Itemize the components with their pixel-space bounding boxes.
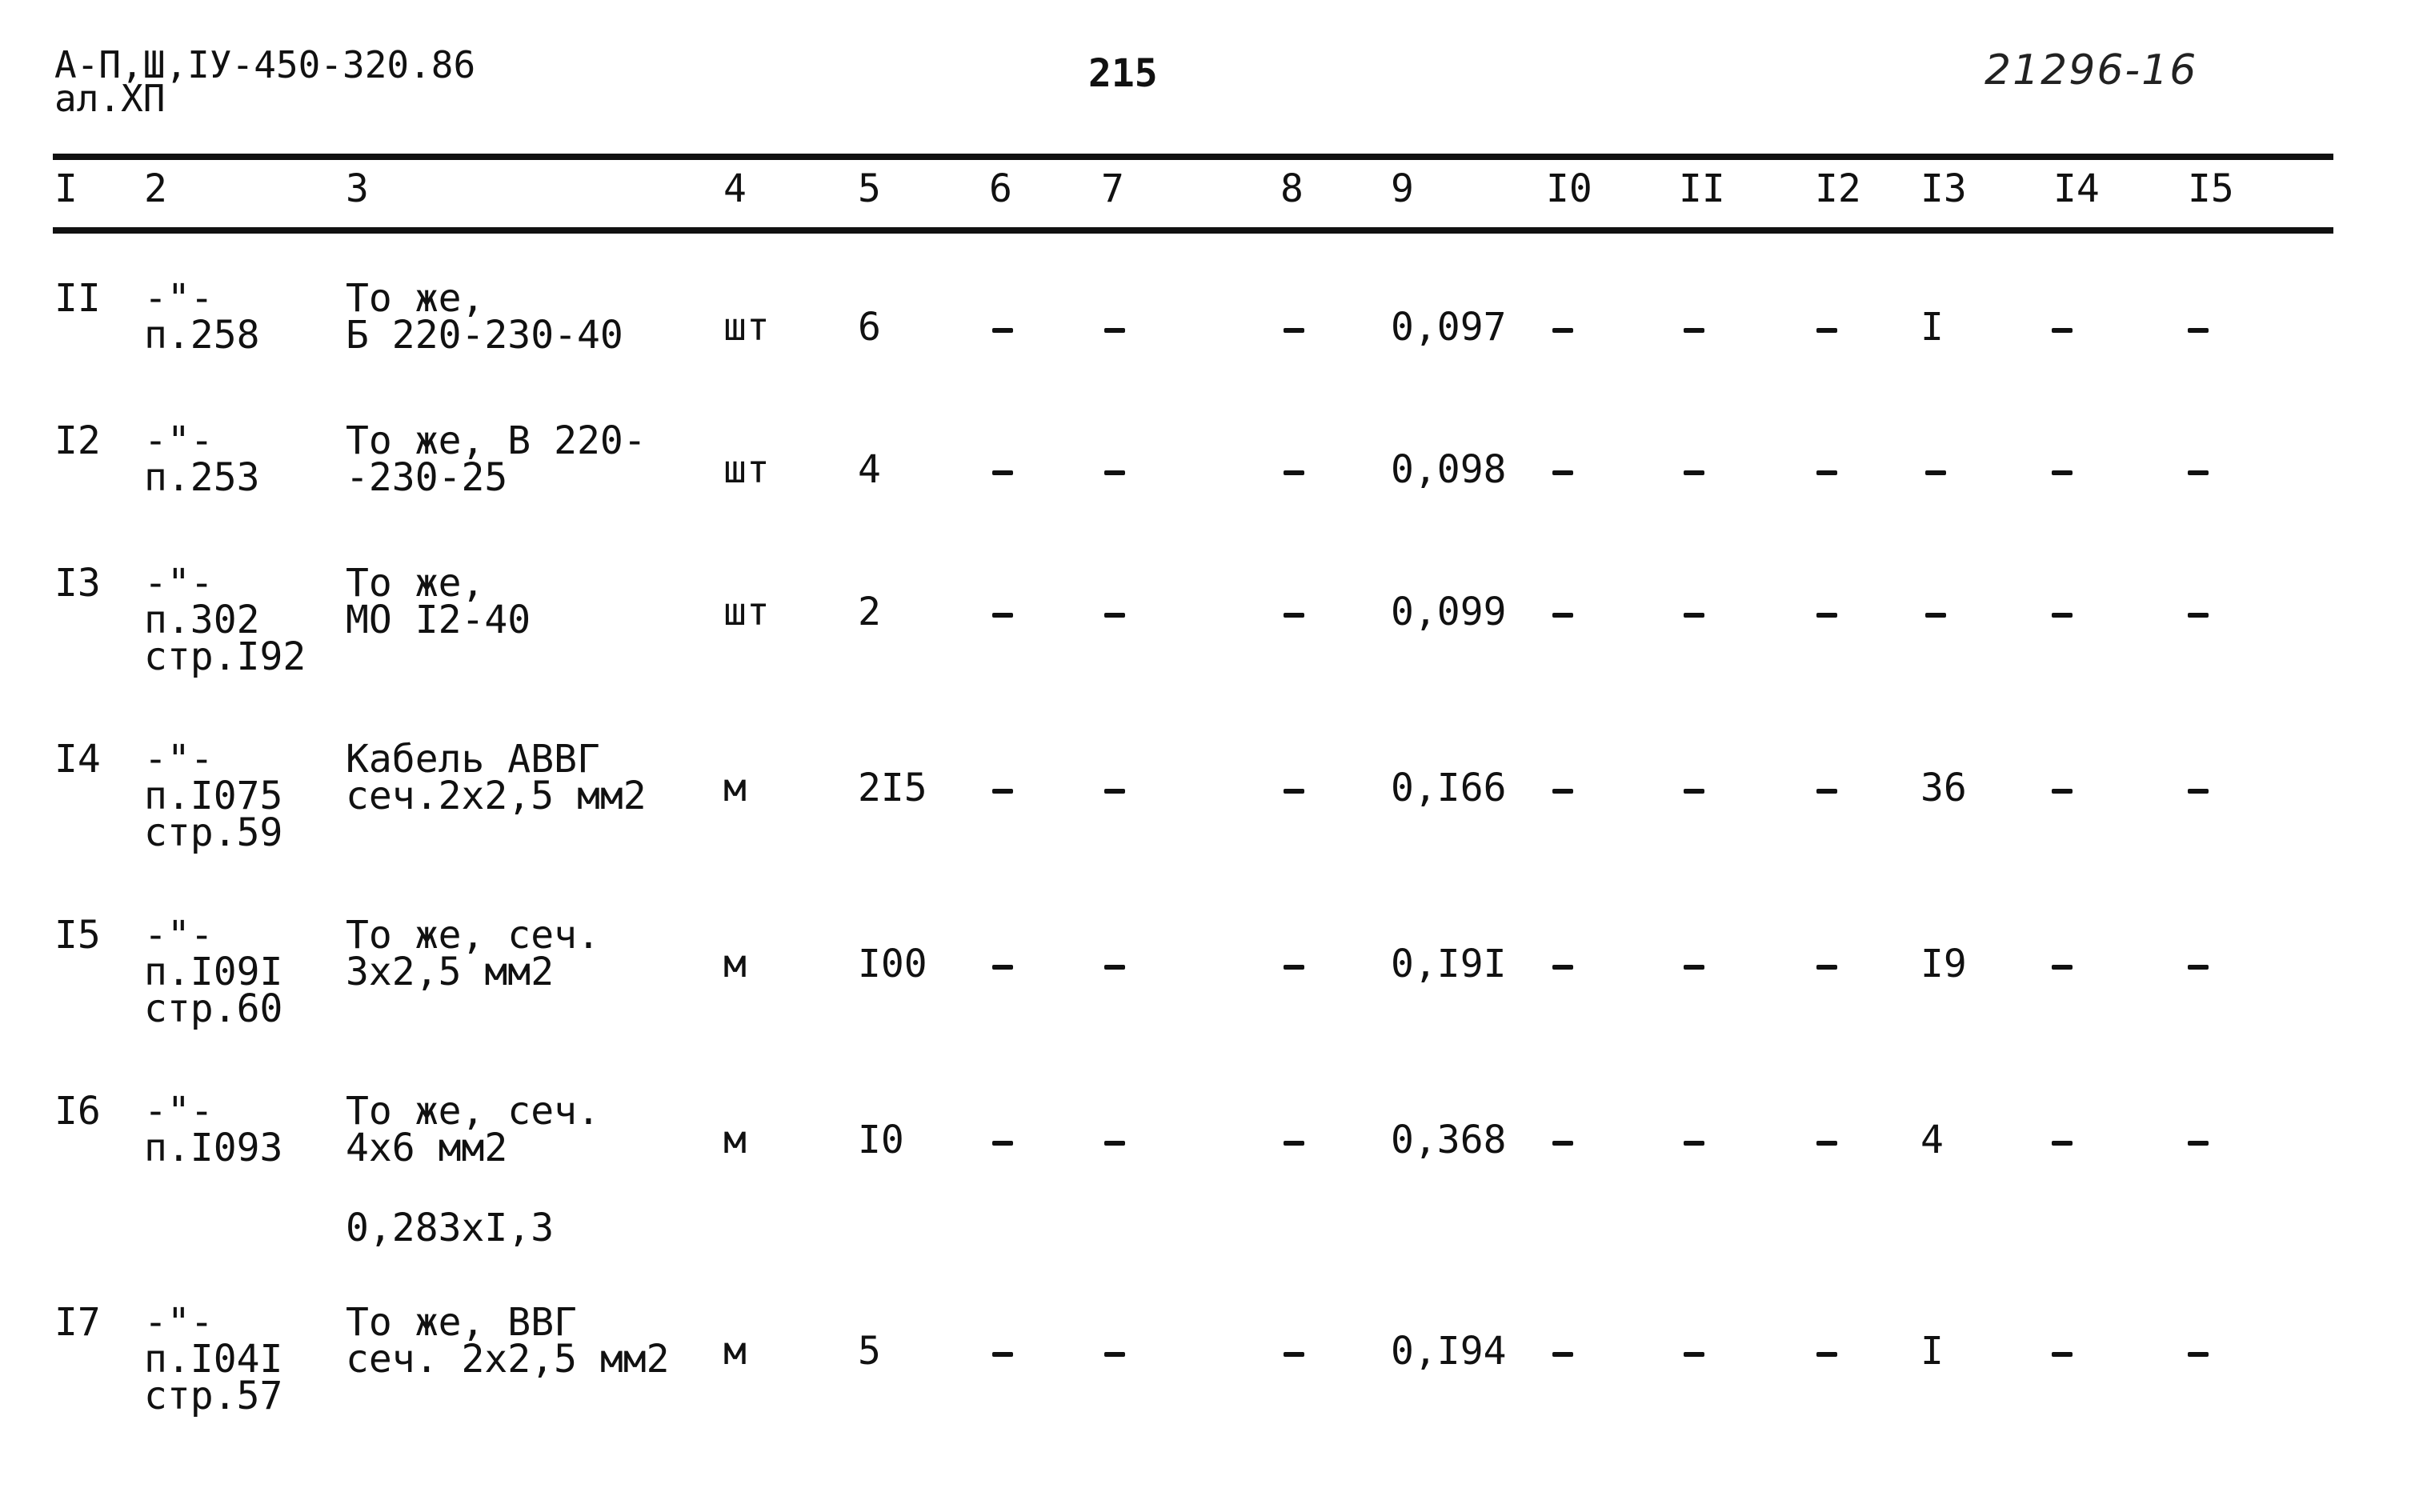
empty-cell-dash	[1104, 965, 1125, 970]
row-reference-line: п.I093	[144, 1126, 283, 1170]
row-number: I6	[54, 1089, 101, 1134]
column-header: I0	[1546, 166, 1592, 211]
row-description-line: То же, сеч.	[346, 913, 600, 958]
empty-cell-dash	[1284, 1352, 1304, 1357]
empty-cell-dash	[2052, 470, 2073, 475]
row-unit: м	[723, 1329, 747, 1374]
row-reference-line: -"-	[144, 418, 214, 463]
row-reference-line: стр.60	[144, 986, 283, 1031]
empty-cell-dash	[992, 470, 1013, 475]
empty-cell-dash	[1284, 789, 1304, 794]
album-code: ал.ХП	[54, 77, 166, 120]
row-reference-line: -"-	[144, 913, 214, 958]
table-top-rule	[53, 154, 2333, 160]
empty-cell-dash	[992, 328, 1013, 333]
row-reference-line: -"-	[144, 737, 214, 782]
row-description-line: -230-25	[346, 455, 508, 500]
row-quantity: 5	[858, 1329, 881, 1374]
empty-cell-dash	[2052, 965, 2073, 970]
empty-cell-dash	[1816, 613, 1837, 618]
row-reference-line: -"-	[144, 561, 214, 606]
row-reference-line: п.I04I	[144, 1337, 283, 1382]
row-reference-line: п.253	[144, 455, 260, 500]
empty-cell-dash	[992, 789, 1013, 794]
row-unit: шт	[723, 305, 770, 350]
row-description-line: То же, ВВГ	[346, 1300, 577, 1345]
row-reference-line: п.I075	[144, 774, 283, 818]
empty-cell-dash	[1684, 328, 1704, 333]
row-quantity: 2	[858, 590, 881, 634]
column-header: 9	[1391, 166, 1414, 211]
column-header: I2	[1815, 166, 1861, 211]
row-unit: шт	[723, 590, 770, 634]
empty-cell-dash	[2052, 1141, 2073, 1146]
empty-cell-dash	[1684, 1352, 1704, 1357]
row-reference-line: п.I09I	[144, 950, 283, 994]
row-value-col9: 0,098	[1391, 447, 1507, 492]
empty-cell-dash	[1925, 470, 1946, 475]
row-value-col9: 0,I9I	[1391, 942, 1507, 986]
column-header: 3	[346, 166, 369, 211]
empty-cell-dash	[1284, 470, 1304, 475]
column-header: 4	[723, 166, 747, 211]
empty-cell-dash	[1552, 1141, 1573, 1146]
column-header: I	[54, 166, 78, 211]
row-description-line: Кабель АВВГ	[346, 737, 600, 782]
row-value-col13: I	[1920, 305, 1944, 350]
empty-cell-dash	[2052, 328, 2073, 333]
row-description-line: То же,	[346, 561, 485, 606]
row-description-line: сеч.2х2,5 мм2	[346, 774, 647, 818]
empty-cell-dash	[2188, 1141, 2209, 1146]
empty-cell-dash	[992, 1352, 1013, 1357]
empty-cell-dash	[992, 613, 1013, 618]
row-reference-line: стр.57	[144, 1374, 283, 1418]
row-quantity: 2I5	[858, 766, 927, 810]
empty-cell-dash	[1816, 328, 1837, 333]
row-quantity: I00	[858, 942, 927, 986]
row-value-col13: I	[1920, 1329, 1944, 1374]
empty-cell-dash	[1684, 965, 1704, 970]
empty-cell-dash	[1816, 1352, 1837, 1357]
empty-cell-dash	[2188, 613, 2209, 618]
row-reference-line: -"-	[144, 1300, 214, 1345]
empty-cell-dash	[1104, 1141, 1125, 1146]
row-description-line: сеч. 2х2,5 мм2	[346, 1337, 670, 1382]
row-number: I3	[54, 561, 101, 606]
empty-cell-dash	[1284, 965, 1304, 970]
row-number: I2	[54, 418, 101, 463]
column-header: 7	[1101, 166, 1124, 211]
table-header-rule	[53, 227, 2333, 234]
empty-cell-dash	[1104, 789, 1125, 794]
empty-cell-dash	[1104, 1352, 1125, 1357]
empty-cell-dash	[1684, 1141, 1704, 1146]
row-reference-line: -"-	[144, 276, 214, 321]
row-reference-line: стр.I92	[144, 634, 306, 679]
empty-cell-dash	[1104, 470, 1125, 475]
row-description-line: То же, сеч.	[346, 1089, 600, 1134]
column-header: I5	[2188, 166, 2234, 211]
empty-cell-dash	[1684, 789, 1704, 794]
empty-cell-dash	[1816, 965, 1837, 970]
row-value-col9: 0,099	[1391, 590, 1507, 634]
row-number: I5	[54, 913, 101, 958]
empty-cell-dash	[1284, 613, 1304, 618]
row-unit: м	[723, 766, 747, 810]
row-unit: м	[723, 1118, 747, 1162]
column-header: 8	[1280, 166, 1304, 211]
empty-cell-dash	[2188, 1352, 2209, 1357]
empty-cell-dash	[1284, 1141, 1304, 1146]
empty-cell-dash	[1552, 789, 1573, 794]
document-code: 21296-16	[1984, 46, 2198, 94]
empty-cell-dash	[1552, 470, 1573, 475]
empty-cell-dash	[2188, 789, 2209, 794]
row-unit: м	[723, 942, 747, 986]
row-description-line: 4х6 мм2	[346, 1126, 508, 1170]
row-reference-line: п.258	[144, 313, 260, 358]
empty-cell-dash	[1925, 613, 1946, 618]
column-header: I3	[1920, 166, 1967, 211]
row-number: I4	[54, 737, 101, 782]
row-quantity: I0	[858, 1118, 904, 1162]
empty-cell-dash	[2188, 470, 2209, 475]
row-reference-line: стр.59	[144, 810, 283, 855]
empty-cell-dash	[1104, 613, 1125, 618]
empty-cell-dash	[2052, 1352, 2073, 1357]
page-number: 215	[1088, 51, 1158, 96]
empty-cell-dash	[1816, 1141, 1837, 1146]
row-value-col9: 0,368	[1391, 1118, 1507, 1162]
column-header: 5	[858, 166, 881, 211]
empty-cell-dash	[1816, 789, 1837, 794]
row-value-col13: 36	[1920, 766, 1967, 810]
column-header: 2	[144, 166, 167, 211]
row-reference-line: п.302	[144, 598, 260, 642]
row-value-col13: I9	[1920, 942, 1967, 986]
row-quantity: 4	[858, 447, 881, 492]
empty-cell-dash	[2052, 789, 2073, 794]
row-quantity: 6	[858, 305, 881, 350]
column-header: 6	[989, 166, 1012, 211]
row-description-line: 3х2,5 мм2	[346, 950, 555, 994]
row-number: I7	[54, 1300, 101, 1345]
empty-cell-dash	[2052, 613, 2073, 618]
empty-cell-dash	[1684, 470, 1704, 475]
empty-cell-dash	[1104, 328, 1125, 333]
empty-cell-dash	[992, 965, 1013, 970]
empty-cell-dash	[1816, 470, 1837, 475]
row-number: II	[54, 276, 101, 321]
empty-cell-dash	[1552, 1352, 1573, 1357]
row-value-col9: 0,I94	[1391, 1329, 1507, 1374]
empty-cell-dash	[1552, 613, 1573, 618]
row-description-line: То же, В 220-	[346, 418, 647, 463]
empty-cell-dash	[1552, 965, 1573, 970]
row-description-line: Б 220-230-40	[346, 313, 623, 358]
series-code: А-П,Ш,IУ-450-320.86	[54, 43, 476, 86]
row-reference-line: -"-	[144, 1089, 214, 1134]
empty-cell-dash	[2188, 965, 2209, 970]
row-value-col9: 0,097	[1391, 305, 1507, 350]
row-description-note: 0,283хI,3	[346, 1206, 555, 1250]
empty-cell-dash	[1284, 328, 1304, 333]
empty-cell-dash	[2188, 328, 2209, 333]
empty-cell-dash	[1552, 328, 1573, 333]
empty-cell-dash	[992, 1141, 1013, 1146]
row-unit: шт	[723, 447, 770, 492]
row-description-line: МО I2-40	[346, 598, 531, 642]
row-value-col13: 4	[1920, 1118, 1944, 1162]
column-header: I4	[2053, 166, 2100, 211]
empty-cell-dash	[1684, 613, 1704, 618]
row-description-line: То же,	[346, 276, 485, 321]
row-value-col9: 0,I66	[1391, 766, 1507, 810]
column-header: II	[1679, 166, 1725, 211]
